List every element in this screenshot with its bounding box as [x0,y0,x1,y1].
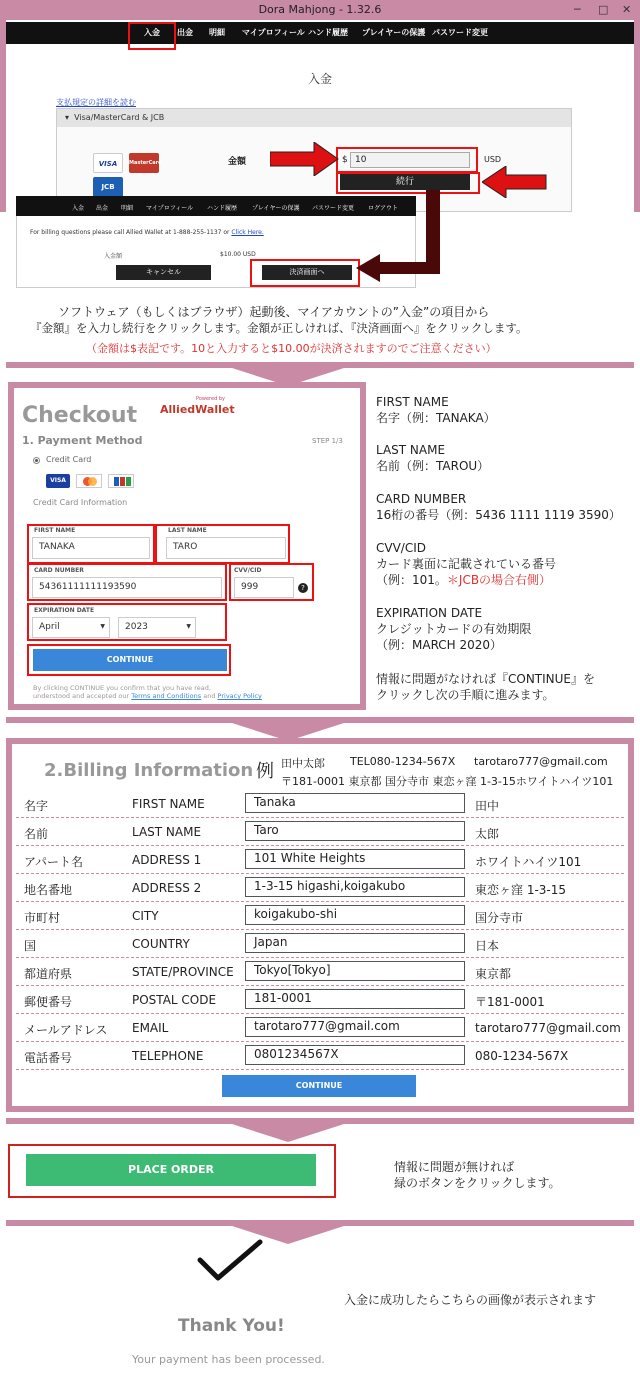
credit-card-option-label: Credit Card [46,455,92,464]
maximize-button[interactable]: □ [598,3,609,16]
overlay-nav-protection[interactable]: プレイヤーの保護 [252,205,300,212]
billing-question-text: For billing questions please call Allied Wallet at 1-888-255-1137 or [30,229,232,236]
proceed-to-payment-button[interactable]: 決済画面へ [262,265,352,280]
billing-row [16,874,624,902]
billing-row-jp-label: メールアドレス [24,1023,108,1037]
instruction-note: （金額は$表記です。10と入力すると$10.00が決済されますのでご注意ください） [86,342,497,355]
overlay-amount-value: $10.00 USD [220,251,256,258]
instruction-line-2: 『金額』を入力し続行をクリックします。金額が正しければ、『決済画面へ』をクリックします。 [30,321,528,335]
explain-body: クレジットカードの有効期限 [376,622,532,636]
close-button[interactable]: ✕ [622,3,632,16]
billing-row-note: tarotaro777@gmail.com [475,1021,621,1035]
overlay-nav-hand-history[interactable]: ハンド履歴 [207,205,238,212]
first-name-label: FIRST NAME [34,527,76,534]
billing-row-jp-label: 名前 [24,827,49,841]
cvv-label: CVV/CID [234,567,262,574]
billing-row-jp-label: 国 [24,939,37,953]
amount-highlight [336,147,478,173]
explain-head: EXPIRATION DATE [376,606,483,620]
explain-head: LAST NAME [376,443,446,457]
billing-row-note: 東恋ヶ窪 1-3-15 [475,883,567,897]
currency-symbol: $ [342,155,348,165]
payment-terms-link[interactable]: 支払規定の詳細を読む [56,98,136,107]
billing-row-jp-label: 名字 [24,799,49,813]
overlay-nav-logout[interactable]: ログアウト [368,205,399,212]
billing-row-jp-label: 郵便番号 [24,995,73,1009]
powered-by: Powered by [196,396,225,402]
overlay-nav-deposit[interactable]: 入金 [72,205,85,212]
billing-row-en-label: POSTAL CODE [132,993,217,1007]
explain-head: FIRST NAME [376,395,449,409]
billing-row-input[interactable]: Japan [245,933,465,953]
checkout-visa-icon: VISA [46,474,70,488]
example-email: tarotaro777@gmail.com [474,755,608,768]
overlay-nav-statement[interactable]: 明細 [121,205,134,212]
chevron-down-icon: ▼ [100,623,105,630]
explain-body2: （例：101。 [376,573,447,587]
billing-title: 2.Billing Information [44,760,254,781]
first-name-input[interactable]: TANAKA [32,537,150,559]
explain-footer [376,671,595,703]
overlay-amount-label: 入金額 [104,253,123,260]
explain-footer-line-2: クリックし次の手順に進みます。 [376,688,555,702]
checkout-title: Checkout [22,403,138,428]
billing-row-note: 国分寺市 [475,911,524,925]
window-title: Dora Mahjong - 1.32.6 [258,3,382,16]
nav-hand-history[interactable]: ハンド履歴 [308,28,348,37]
explain-body: 名字（例：TANAKA） [376,411,496,425]
example-address: 〒181-0001 東京都 国分寺市 東恋ヶ窪 1-3-15ホワイトハイツ101 [281,775,614,788]
billing-row-note: ホワイトハイツ101 [475,855,582,869]
billing-row [16,1014,624,1042]
cc-info-label: Credit Card Information [33,498,128,507]
payment-processed-text: Your payment has been processed. [132,1353,325,1366]
terms-line-1: By clicking CONTINUE you confirm that you have read, [33,684,211,692]
dark-red-arrow [356,190,446,282]
explain-expiration [376,605,531,653]
checkmark-icon [196,1238,264,1284]
billing-row-en-label: TELEPHONE [132,1049,204,1063]
billing-row-input[interactable]: 101 White Heights [245,849,465,869]
explain-card-number [376,491,621,523]
place-order-button[interactable]: PLACE ORDER [26,1154,316,1186]
nav-deposit[interactable]: 入金 [144,28,160,37]
billing-row-en-label: STATE/PROVINCE [132,965,234,979]
cvv-help-icon[interactable]: ? [298,583,308,593]
explain-body: 名前（例：TAROU） [376,459,490,473]
checkout-continue-button[interactable]: CONTINUE [33,649,227,671]
instruction-line-1: ソフトウェア（もしくはブラウザ）起動後、マイアカウントの”入金”の項目から [58,305,490,319]
overlay-nav-profile[interactable]: マイプロフィール [146,205,194,212]
example-name: 田中太郎 [281,757,325,770]
billing-row-input[interactable]: tarotaro777@gmail.com [245,1017,465,1037]
expiration-month-value: April [39,622,60,632]
place-order-note-1: 情報に問題が無ければ [394,1160,515,1174]
checkout-jcb-icon [108,474,134,488]
billing-row [16,986,624,1014]
checkout-mastercard-icon [76,474,102,488]
currency-label: USD [484,155,502,164]
explain-footer-line-1: 情報に問題がなければ『CONTINUE』を [376,672,596,686]
step-indicator: STEP 1/3 [312,437,343,445]
billing-row-jp-label: アパート名 [24,855,84,869]
deposit-title: 入金 [307,72,332,86]
overlay-nav-password[interactable]: パスワード変更 [312,205,355,212]
billing-row-note: 080-1234-567X [475,1049,569,1063]
explain-body: 16桁の番号（例：5436 1111 1119 3590） [376,508,621,522]
nav-statement[interactable]: 明細 [209,28,225,37]
explain-body2: （例：MARCH 2020） [376,638,503,652]
privacy-link[interactable]: Privacy Policy [217,692,262,700]
deposit-highlight [128,22,176,50]
red-arrow-left [482,166,548,198]
billing-row-note: 日本 [475,939,500,953]
billing-row-en-label: COUNTRY [132,937,190,951]
billing-row [16,958,624,986]
thank-you-title: Thank You! [178,1316,285,1336]
billing-row-input[interactable]: Tokyo[Tokyo] [245,961,465,981]
terms-and: and [201,692,218,700]
amount-label: 金額 [228,157,247,167]
overlay-nav-withdraw[interactable]: 出金 [96,205,109,212]
explain-first-name [376,394,496,426]
nav-player-protection[interactable]: プレイヤーの保護 [362,28,426,37]
allied-wallet-logo: AlliedWallet [160,403,235,416]
billing-row-input[interactable]: 181-0001 [245,989,465,1009]
credit-card-radio[interactable] [33,457,40,464]
terms-text: understood and accepted our [33,692,132,700]
billing-row-en-label: ADDRESS 1 [132,853,202,867]
billing-row-jp-label: 市町村 [24,911,61,925]
billing-row-jp-label: 地名番地 [24,883,73,897]
terms-line-2 [33,692,262,700]
billing-row-en-label: LAST NAME [132,825,202,839]
expiration-month-select[interactable] [32,617,110,638]
expiration-label: EXPIRATION DATE [34,607,95,614]
explain-jcb-note: ＊JCBの場合右側） [446,573,552,587]
billing-row-en-label: EMAIL [132,1021,169,1035]
billing-row [16,902,624,930]
continue-button[interactable]: 続行 [340,174,470,190]
proceed-highlight [250,259,360,287]
billing-row-note: 太郎 [475,827,500,841]
billing-row-note: 東京都 [475,967,512,981]
place-order-note-2: 緑のボタンをクリックします。 [394,1176,561,1190]
card-number-input[interactable]: 54361111111193590 [32,577,222,598]
expiration-year-select[interactable] [118,617,196,638]
billing-row-note: 田中 [475,799,500,813]
cancel-button[interactable]: キャンセル [116,265,211,280]
last-name-label: LAST NAME [168,527,207,534]
billing-row-input[interactable]: Taro [245,821,465,841]
mastercard-logo: MasterCard [129,153,159,173]
billing-row [16,846,624,874]
billing-row-jp-label: 電話番号 [24,1051,73,1065]
red-arrow-right [270,142,340,176]
expiration-year-value: 2023 [125,622,148,632]
billing-row [16,790,624,818]
nav-password[interactable]: パスワード変更 [432,28,488,37]
success-note: 入金に成功したらこちらの画像が表示されます [344,1293,597,1307]
chevron-down-icon: ▼ [186,623,191,630]
billing-row-en-label: CITY [132,909,159,923]
nav-withdraw[interactable]: 出金 [177,28,193,37]
nav-profile[interactable]: マイプロフィール [242,28,305,37]
billing-row-en-label: FIRST NAME [132,797,205,811]
last-name-input[interactable]: TARO [166,537,286,559]
payment-method-label: Visa/MasterCard & JCB [74,113,165,122]
explain-head: CARD NUMBER [376,492,467,506]
billing-row-note: 〒181-0001 [475,995,545,1009]
separator-3-chevron [232,1124,344,1142]
click-here-link[interactable]: Click Here. [231,229,264,236]
billing-row-input[interactable]: Tanaka [245,793,465,813]
explain-body: カード裏面に記載されている番号 [376,557,557,571]
explain-cvv [376,540,556,588]
step-title: 1. Payment Method [22,434,143,447]
visa-logo: VISA [93,153,123,173]
minimize-button[interactable]: ─ [574,3,581,16]
explain-head: CVV/CID [376,541,426,555]
billing-row [16,1042,624,1070]
billing-row-en-label: ADDRESS 2 [132,881,202,895]
billing-row [16,818,624,846]
billing-question [30,229,264,236]
billing-row-input[interactable]: 0801234567X [245,1045,465,1065]
billing-row-jp-label: 都道府県 [24,967,73,981]
billing-row-input[interactable]: koigakubo-shi [245,905,465,925]
billing-row-input[interactable]: 1-3-15 higashi,koigakubo [245,877,465,897]
payment-method-header[interactable]: ▾ Visa/MasterCard & JCB [57,109,571,127]
title-bar [0,0,640,20]
example-tel: TEL080-1234-567X [350,755,456,768]
card-number-label: CARD NUMBER [34,567,84,574]
explain-last-name [376,442,489,474]
billing-row [16,930,624,958]
cvv-input[interactable]: 999 [234,577,294,598]
billing-continue-button[interactable]: CONTINUE [222,1075,416,1097]
amount-input[interactable]: 10 [350,152,470,168]
jcb-logo: JCB [93,177,123,197]
terms-link[interactable]: Terms and Conditions [131,692,202,700]
example-label: 例 [256,761,274,782]
